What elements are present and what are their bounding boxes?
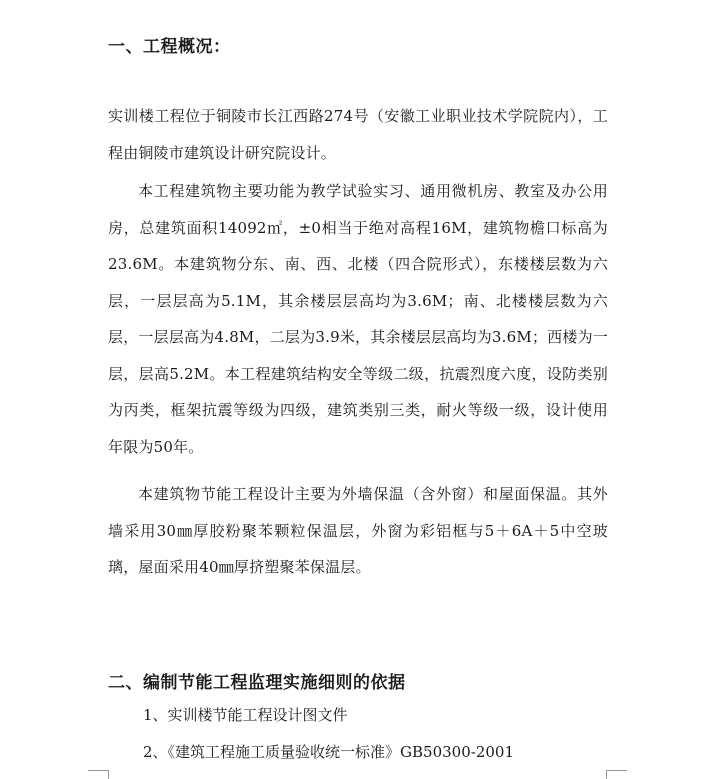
- basis-list-item-2: 2、《建筑工程施工质量验收统一标准》GB50300-2001: [143, 743, 515, 761]
- section-2-heading: 二、编制节能工程监理实施细则的依据: [108, 673, 406, 693]
- section-1-heading: 一、工程概况：: [108, 37, 231, 57]
- paragraph-location: 实训楼工程位于铜陵市长江西路274号（安徽工业职业技术学院院内），工程由铜陵市建筑设计研究院设计。: [108, 107, 608, 162]
- paragraph-energy-saving: 本建筑物节能工程设计主要为外墙保温（含外窗）和屋面保温。其外墙采用30㎜厚胶粉聚苯颗粒保温层，外窗为彩铝框与5＋6A＋5中空玻璃，屋面采用40㎜厚挤塑聚苯保温层。: [108, 485, 608, 576]
- basis-list-item-1: 1、实训楼节能工程设计图文件: [143, 706, 348, 724]
- paragraph-building-overview: 本工程建筑物主要功能为教学试验实习、通用微机房、教室及办公用房，总建筑面积14092㎡，±0相当于绝对高程16M，建筑物檐口标高为23.6M。本建筑物分东、南、西、北楼（四合院形式），东楼楼层数为六层，一层层高为5.1M，其余楼层层高均为3.6M；南、北楼楼层数为六层，一层层高为4.8M，二层为3.9米，其余楼层层高均为3.6M；西楼为一层，层高5.2M。本工程建筑结构安全等级二级，抗震烈度六度，设防类别为丙类，框架抗震等级为四级，建筑类别三类，耐火等级一级，设计使用年限为50年。: [108, 182, 608, 456]
